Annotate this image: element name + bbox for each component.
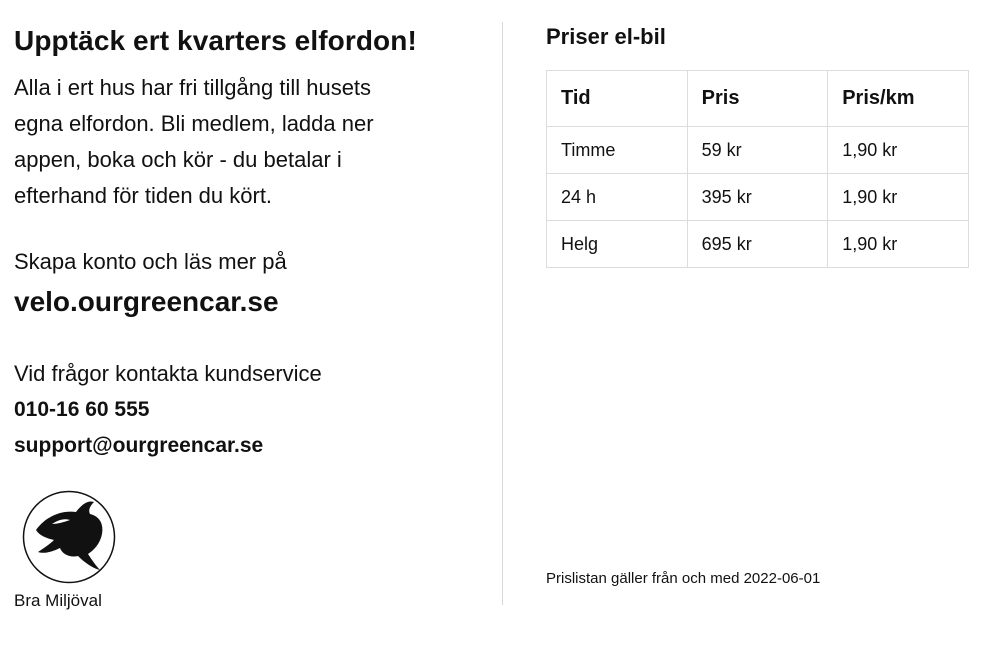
table-row xyxy=(547,127,969,174)
table-cell: 395 kr xyxy=(687,174,828,221)
cta-text: Skapa konto och läs mer på xyxy=(14,249,287,274)
table-row xyxy=(547,174,969,221)
table-cell: 24 h xyxy=(547,174,688,221)
swallow-icon xyxy=(22,490,116,584)
table-cell: 59 kr xyxy=(687,127,828,174)
intro-text xyxy=(14,70,494,214)
price-column xyxy=(546,22,970,268)
table-cell: 1,90 kr xyxy=(828,127,969,174)
intro-line: efterhand för tiden du kört. xyxy=(14,183,273,208)
logo-label: Bra Miljöval xyxy=(14,591,102,610)
column-header: Pris/km xyxy=(828,71,969,127)
validity-note: Prislistan gäller från och med 2022-06-01 xyxy=(546,570,821,587)
intro-line: Alla i ert hus har fri tillgång till husets xyxy=(14,75,372,100)
info-column xyxy=(14,22,494,464)
price-table xyxy=(546,70,969,268)
intro-line: egna elfordon. Bli medlem, ladda ner xyxy=(14,111,374,136)
price-title: Priser el-bil xyxy=(546,24,666,49)
intro-line: appen, boka och kör - du betalar i xyxy=(14,147,342,172)
table-cell: 1,90 kr xyxy=(828,174,969,221)
table-cell: 695 kr xyxy=(687,221,828,268)
table-cell: Helg xyxy=(547,221,688,268)
phone-number[interactable]: 010-16 60 555 xyxy=(14,398,150,421)
table-cell: 1,90 kr xyxy=(828,221,969,268)
table-cell: Timme xyxy=(547,127,688,174)
column-header: Tid xyxy=(547,71,688,127)
headline: Upptäck ert kvarters elfordon! xyxy=(14,25,417,56)
bra-miljoval-logo xyxy=(12,490,122,611)
table-row xyxy=(547,221,969,268)
email-link[interactable]: support@ourgreencar.se xyxy=(14,434,264,457)
website-link[interactable]: velo.ourgreencar.se xyxy=(14,286,279,317)
contact-text: Vid frågor kontakta kundservice xyxy=(14,361,322,386)
column-divider xyxy=(502,22,503,605)
column-header: Pris xyxy=(687,71,828,127)
table-header-row xyxy=(547,71,969,127)
